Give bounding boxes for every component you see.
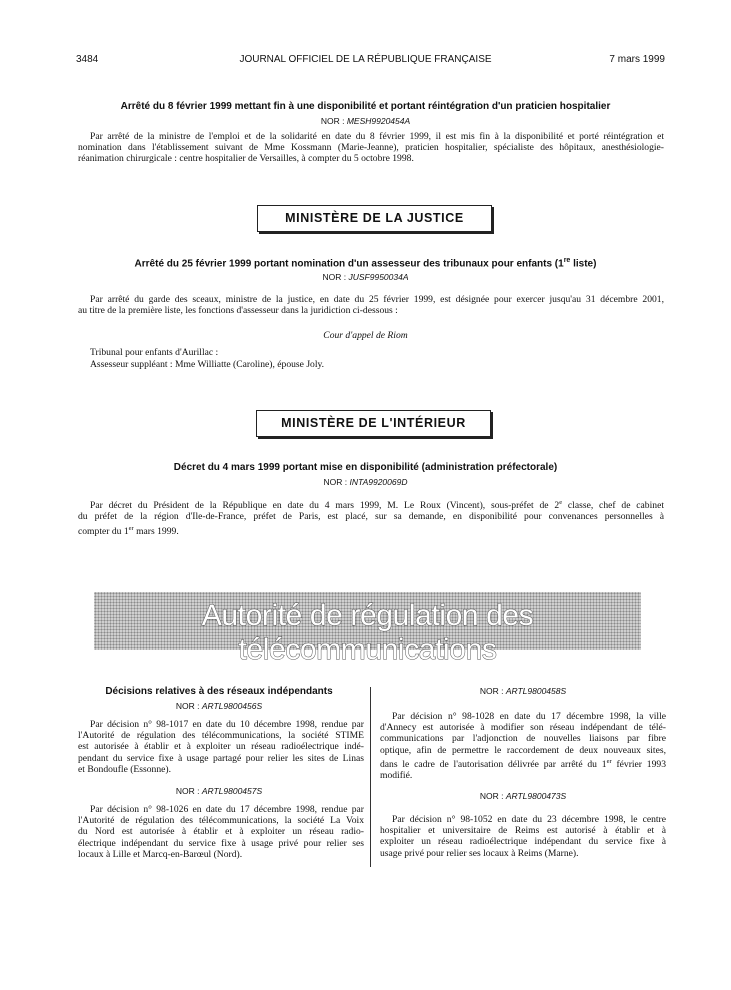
ministry-interieur-box: MINISTÈRE DE L'INTÉRIEUR (256, 410, 491, 437)
justice-nor: NOR : JUSF9950034A (322, 272, 409, 282)
interieur-body: Par décret du Président de la République en date du 4 mars 1999, M. Le Roux (Vincent), sous-préfet de 2e classe, chef de cabinet du préfet de la région d'Ile-de-France, préfet de Paris, est placé, sur sa demande, en disponibilité pour convenances personnelles à compter du 1er mars 1999. (78, 499, 664, 537)
justice-title: Arrêté du 25 février 1999 portant nomination d'un assesseur des tribunaux pour enfants (1re liste) (134, 257, 597, 270)
page-number: 3484 (76, 54, 99, 65)
justice-body: Par arrêté du garde des sceaux, ministre de la justice, en date du 25 février 1999, est désignée pour exercer jusqu'au 31 décembre 2001, au titre de la première liste, les fonctions d'assesseur dans la juridiction ci-dessous : (78, 294, 664, 317)
section1-nor: NOR : MESH9920454A (320, 116, 411, 126)
left-para2: Par décision n° 98-1026 en date du 17 décembre 1998, rendue par l'Autorité de régulation des télécommunications, la société La Voix du Nord est autorisée à établir et à exploiter un réseau radio- électrique indépendant du service fixe à usage privé pour relier ses locaux à Lille et Marcq-en-Barœul (Nord). (78, 804, 364, 860)
right-para1: Par décision n° 98-1028 en date du 17 décembre 1998, la ville d'Annecy est autorisée à modifier son réseau indépendant de télé- communications par l'adjonction de nouvelles liaisons par fibre optique, afin de permettre le raccordement de deux nouveaux sites, dans le cadre de l'autorisation délivrée par arrêté du 1er février 1993 modifié. (380, 711, 666, 782)
section1-title: Arrêté du 8 février 1999 mettant fin à une disponibilité et portant réintégration d'un praticien hospitalier (120, 101, 611, 112)
column-divider (370, 687, 371, 867)
right-nor1: NOR : ARTL9800458S (479, 686, 567, 696)
banner-title: Autorité de régulation des télécommunications (201, 599, 534, 666)
ministry-justice-box: MINISTÈRE DE LA JUSTICE (257, 205, 492, 232)
right-nor2: NOR : ARTL9800473S (479, 791, 567, 801)
left-para1: Par décision n° 98-1017 en date du 10 décembre 1998, rendue par l'Autorité de régulation des télécommunications, la société STIME est autorisée à établir et à exploiter un réseau radioélectrique indé- pendant du service fixe à usage partagé pour relier les sites de Linas et Bondoufle (Essonne). (78, 719, 364, 775)
left-nor1: NOR : ARTL9800456S (175, 701, 263, 711)
right-para2: Par décision n° 98-1052 en date du 23 décembre 1998, le centre hospitalier et universitaire de Reims est autorisé à établir et à exploiter un réseau radioélectrique indépendant du service fixe à usage privé pour relier ses locaux à Reims (Marne). (380, 814, 666, 859)
interieur-title: Décret du 4 mars 1999 portant mise en disponibilité (administration préfectorale) (173, 462, 558, 473)
journal-title: JOURNAL OFFICIEL DE LA RÉPUBLIQUE FRANÇAISE (239, 54, 492, 65)
assessor-line: Assesseur suppléant : Mme Williatte (Caroline), épouse Joly. (90, 359, 325, 370)
left-nor2: NOR : ARTL9800457S (175, 786, 263, 796)
authority-banner (94, 592, 641, 666)
court-name: Cour d'appel de Riom (323, 330, 408, 341)
left-heading: Décisions relatives à des réseaux indépendants (105, 686, 333, 697)
interieur-nor: NOR : INTA9920069D (323, 477, 408, 487)
tribunal-name: Tribunal pour enfants d'Aurillac : (90, 347, 219, 358)
section1-body: Par arrêté de la ministre de l'emploi et de la solidarité en date du 8 février 1999, il est mis fin à la disponibilité et porté réintégration et nomination dans l'établissement suivant de Mme Kossmann (Marie-Jeanne), praticien hospitalier, spécialiste des hôpitaux, anesthésiologie- réanimation chirurgicale : centre hospitalier de Versailles, à compter du 5 octobre 1998. (78, 131, 664, 165)
issue-date: 7 mars 1999 (609, 54, 665, 65)
